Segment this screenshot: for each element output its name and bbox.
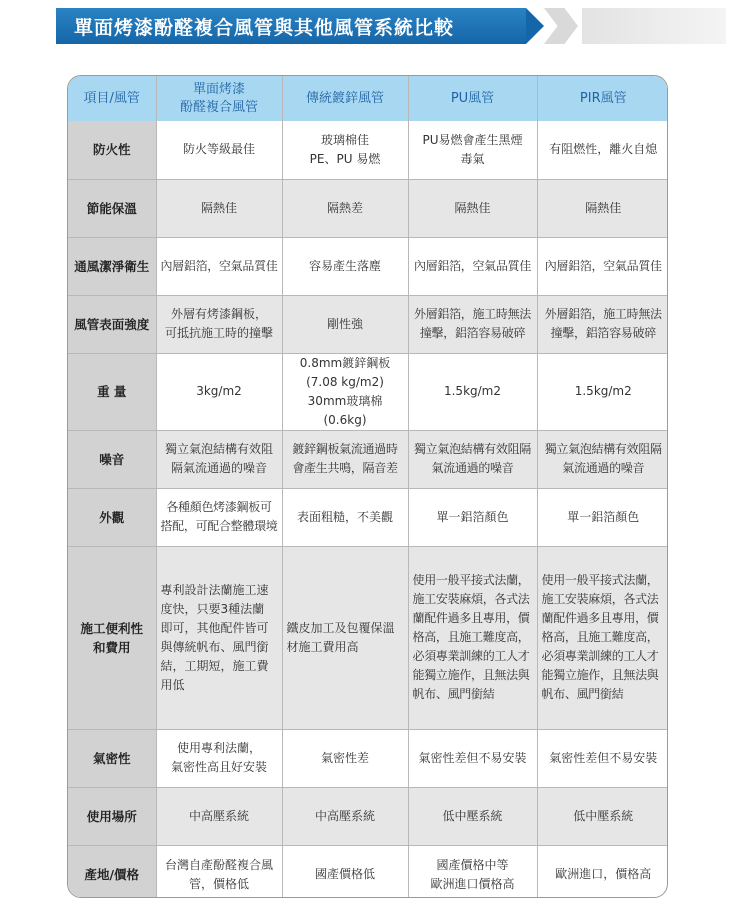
table-cell: 單一鋁箔顏色 (537, 488, 668, 546)
column-header: 單面烤漆 酚醛複合風管 (156, 76, 282, 121)
table-cell: 氣密性差 (282, 729, 408, 787)
row-header: 施工便利性 和費用 (68, 546, 156, 729)
table-cell: 獨立氣泡結構有效阻隔 氣流通過的噪音 (537, 430, 668, 488)
table-cell: 專利設計法蘭施工速 度快，只要3種法蘭 即可，其他配件皆可 與傳統帆布、風門銜 結，工期短，施工費 用低 (156, 546, 282, 729)
table-cell: 1.5kg/m2 (537, 353, 668, 430)
table-row (68, 845, 668, 898)
row-header: 通風潔淨衛生 (68, 237, 156, 295)
table-cell: 內層鋁箔，空氣品質佳 (408, 237, 537, 295)
table-cell: 氣密性差但不易安裝 (408, 729, 537, 787)
column-header: 項目/風管 (68, 76, 156, 121)
row-header: 風管表面強度 (68, 295, 156, 353)
title-banner (56, 8, 726, 44)
row-header: 防火性 (68, 121, 156, 179)
table-row (68, 179, 668, 237)
table-row (68, 295, 668, 353)
table-cell: 台灣自產酚醛複合風 管，價格低 (156, 845, 282, 898)
table-cell: 剛性強 (282, 295, 408, 353)
table-cell: 隔熱差 (282, 179, 408, 237)
table-cell: 中高壓系統 (156, 787, 282, 845)
row-header: 節能保溫 (68, 179, 156, 237)
table-row (68, 237, 668, 295)
row-header: 外觀 (68, 488, 156, 546)
table-row (68, 787, 668, 845)
table-cell: 鐵皮加工及包覆保溫 材施工費用高 (282, 546, 408, 729)
comparison-table (67, 75, 668, 898)
row-header: 重 量 (68, 353, 156, 430)
column-header: 傳統鍍鋅風管 (282, 76, 408, 121)
row-header: 產地/價格 (68, 845, 156, 898)
table-cell: 鍍鋅鋼板氣流通過時 會產生共鳴，隔音差 (282, 430, 408, 488)
table-cell: PU易燃會產生黑煙 毒氣 (408, 121, 537, 179)
table-row (68, 430, 668, 488)
row-header: 使用場所 (68, 787, 156, 845)
table-cell: 隔熱佳 (156, 179, 282, 237)
table-cell: 外層有烤漆鋼板， 可抵抗施工時的撞擊 (156, 295, 282, 353)
table-cell: 國產價格低 (282, 845, 408, 898)
table-cell: 外層鋁箔，施工時無法 撞擊，鋁箔容易破碎 (537, 295, 668, 353)
table-cell: 單一鋁箔顏色 (408, 488, 537, 546)
table-cell: 容易產生落塵 (282, 237, 408, 295)
table-cell: 內層鋁箔，空氣品質佳 (156, 237, 282, 295)
table-cell: 使用一般平接式法蘭， 施工安裝麻煩，各式法 蘭配件過多且專用，價 格高，且施工難度高， 必須專業訓練的工人才 能獨立施作，且無法與 帆布、風門銜結 (408, 546, 537, 729)
table-cell: 使用專利法蘭， 氣密性高且好安裝 (156, 729, 282, 787)
table-row (68, 546, 668, 729)
column-header: PU風管 (408, 76, 537, 121)
table-cell: 防火等級最佳 (156, 121, 282, 179)
table-cell: 表面粗糙，不美觀 (282, 488, 408, 546)
table-cell: 0.8mm鍍鋅鋼板 (7.08 kg/m2) 30mm玻璃棉 (0.6kg) (282, 353, 408, 430)
table-cell: 中高壓系統 (282, 787, 408, 845)
table-cell: 國產價格中等 歐洲進口價格高 (408, 845, 537, 898)
table-cell: 使用一般平接式法蘭， 施工安裝麻煩，各式法 蘭配件過多且專用，價 格高，且施工難度高， 必須專業訓練的工人才 能獨立施作，且無法與 帆布、風門銜結 (537, 546, 668, 729)
table-cell: 歐洲進口，價格高 (537, 845, 668, 898)
table-cell: 獨立氣泡結構有效阻隔 氣流通過的噪音 (408, 430, 537, 488)
table-row (68, 488, 668, 546)
table-cell: 外層鋁箔，施工時無法 撞擊，鋁箔容易破碎 (408, 295, 537, 353)
table-cell: 有阻燃性，離火自熄 (537, 121, 668, 179)
table-cell: 各種顏色烤漆鋼板可 搭配，可配合整體環境 (156, 488, 282, 546)
table-cell: 低中壓系統 (408, 787, 537, 845)
row-header: 噪音 (68, 430, 156, 488)
page-title: 單面烤漆酚醛複合風管與其他風管系統比較 (74, 17, 455, 39)
table-row (68, 353, 668, 430)
table-cell: 獨立氣泡結構有效阻 隔氣流通過的噪音 (156, 430, 282, 488)
banner-arrow (526, 8, 544, 44)
banner-tail (582, 8, 726, 44)
table-cell: 內層鋁箔，空氣品質佳 (537, 237, 668, 295)
banner-chevron (544, 8, 578, 44)
table-cell: 1.5kg/m2 (408, 353, 537, 430)
table-row (68, 121, 668, 179)
table-header-row (68, 76, 668, 121)
table-cell: 隔熱佳 (537, 179, 668, 237)
row-header: 氣密性 (68, 729, 156, 787)
table-cell: 3kg/m2 (156, 353, 282, 430)
table-cell: 氣密性差但不易安裝 (537, 729, 668, 787)
table-row (68, 729, 668, 787)
table-cell: 隔熱佳 (408, 179, 537, 237)
table-cell: 玻璃棉佳 PE、PU 易燃 (282, 121, 408, 179)
column-header: PIR風管 (537, 76, 668, 121)
table-cell: 低中壓系統 (537, 787, 668, 845)
